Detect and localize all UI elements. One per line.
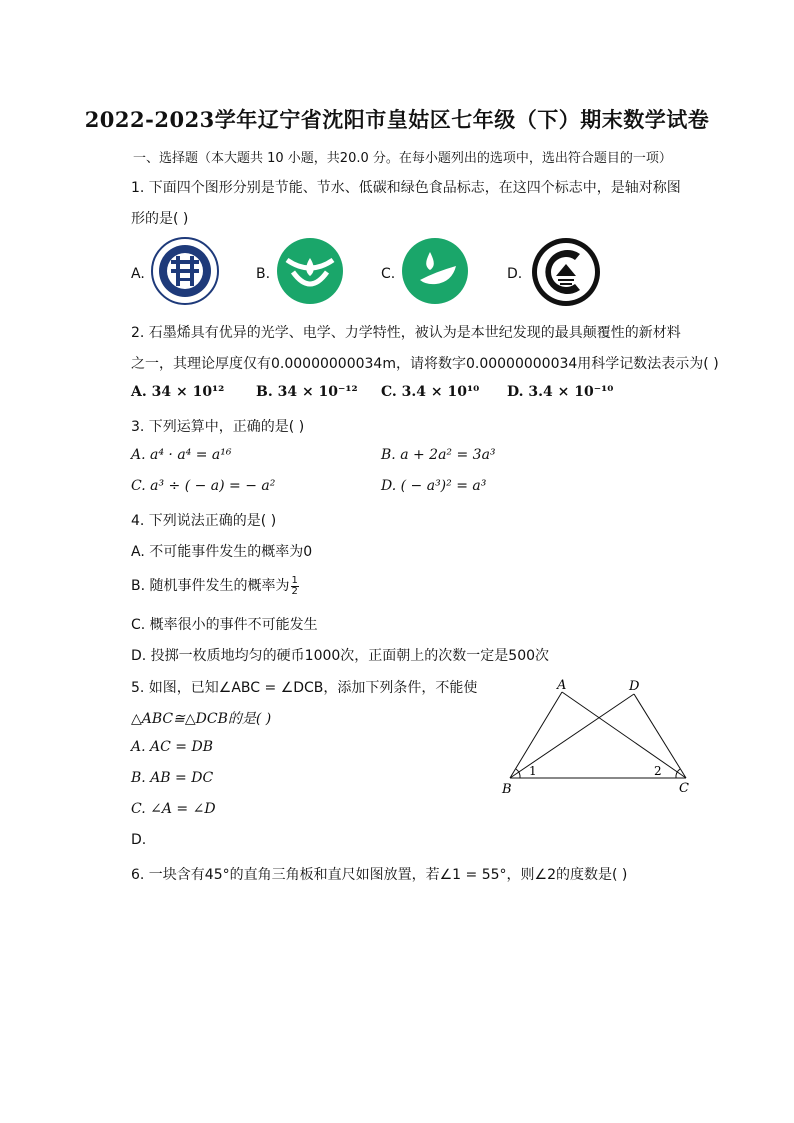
- page-title: 2022-2023学年辽宁省沈阳市皇姑区七年级（下）期末数学试卷: [84, 107, 710, 132]
- q2-stem-line1: 2. 石墨烯具有优异的光学、电学、力学特性，被认为是本世纪发现的最具颠覆性的新材料: [131, 325, 681, 341]
- q3-option-a: A. a⁴ · a⁴ = a¹⁶: [131, 447, 232, 463]
- q2-option-d: D. 3.4 × 10⁻¹⁰: [507, 384, 614, 400]
- fraction-numerator: 1: [291, 574, 298, 586]
- q1-option-a-label: A.: [131, 266, 145, 282]
- q5-stem-line2: △ABC≅△DCB的是( ): [131, 711, 272, 727]
- segment-ac: [562, 692, 686, 778]
- q2-option-a: A. 34 × 10¹²: [131, 384, 225, 400]
- label-angle-1: 1: [529, 764, 537, 778]
- q4-option-d: D. 投掷一枚质地均匀的硬币1000次，正面朝上的次数一定是500次: [131, 648, 550, 664]
- q4-stem: 4. 下列说法正确的是( ): [131, 513, 277, 529]
- q2-stem-line2: 之一，其理论厚度仅有0.00000000034m，请将数字0.00000000034用科学记数法表示为( ): [131, 356, 719, 372]
- q4-option-a: A. 不可能事件发生的概率为0: [131, 544, 313, 560]
- label-angle-2: 2: [654, 764, 662, 778]
- q2-option-b: B. 34 × 10⁻¹²: [256, 384, 358, 400]
- section-heading: 一、选择题（本大题共 10 小题，共20.0 分。在每小题列出的选项中，选出符合题目的一项）: [133, 151, 672, 166]
- q3-option-d: D. ( − a³)² = a³: [381, 478, 487, 494]
- fraction-denominator: 2: [291, 585, 298, 597]
- q4-option-b-text: B. 随机事件发生的概率为: [131, 578, 290, 594]
- q1-stem-line2: 形的是( ): [131, 211, 189, 227]
- q6-stem: 6. 一块含有45°的直角三角板和直尺如图放置，若∠1 = 55°，则∠2的度数是( ): [131, 867, 628, 883]
- label-a: A: [557, 678, 567, 693]
- q5-option-d: D.: [131, 832, 147, 848]
- fraction-one-half: [291, 576, 299, 597]
- q4-option-b: [131, 575, 299, 597]
- low-carbon-logo-icon: [400, 236, 470, 306]
- q2-option-c: C. 3.4 × 10¹⁰: [381, 384, 480, 400]
- q3-stem: 3. 下列运算中，正确的是( ): [131, 419, 305, 435]
- label-b: B: [502, 782, 512, 797]
- green-food-logo-icon: [530, 236, 602, 308]
- q5-option-a: A. AC = DB: [131, 739, 213, 755]
- q1-option-d-label: D.: [507, 266, 523, 282]
- q4-option-c: C. 概率很小的事件不可能发生: [131, 617, 318, 633]
- q5-option-c: C. ∠A = ∠D: [131, 801, 216, 817]
- label-d: D: [629, 679, 640, 694]
- q5-option-b: B. AB = DC: [131, 770, 214, 786]
- energy-saving-logo-icon: [150, 236, 220, 306]
- triangle-figure: [496, 674, 700, 800]
- q1-option-c-label: C.: [381, 266, 396, 282]
- q1-stem-line1: 1. 下面四个图形分别是节能、节水、低碳和绿色食品标志，在这四个标志中，是轴对称图: [131, 180, 681, 196]
- q5-stem-line1: 5. 如图，已知∠ABC = ∠DCB，添加下列条件，不能使: [131, 680, 478, 696]
- q3-option-c: C. a³ ÷ ( − a) = − a²: [131, 478, 276, 494]
- q3-option-b: B. a + 2a² = 3a³: [381, 447, 496, 463]
- q1-option-b-label: B.: [256, 266, 271, 282]
- water-saving-logo-icon: [275, 236, 345, 306]
- label-c: C: [679, 781, 689, 796]
